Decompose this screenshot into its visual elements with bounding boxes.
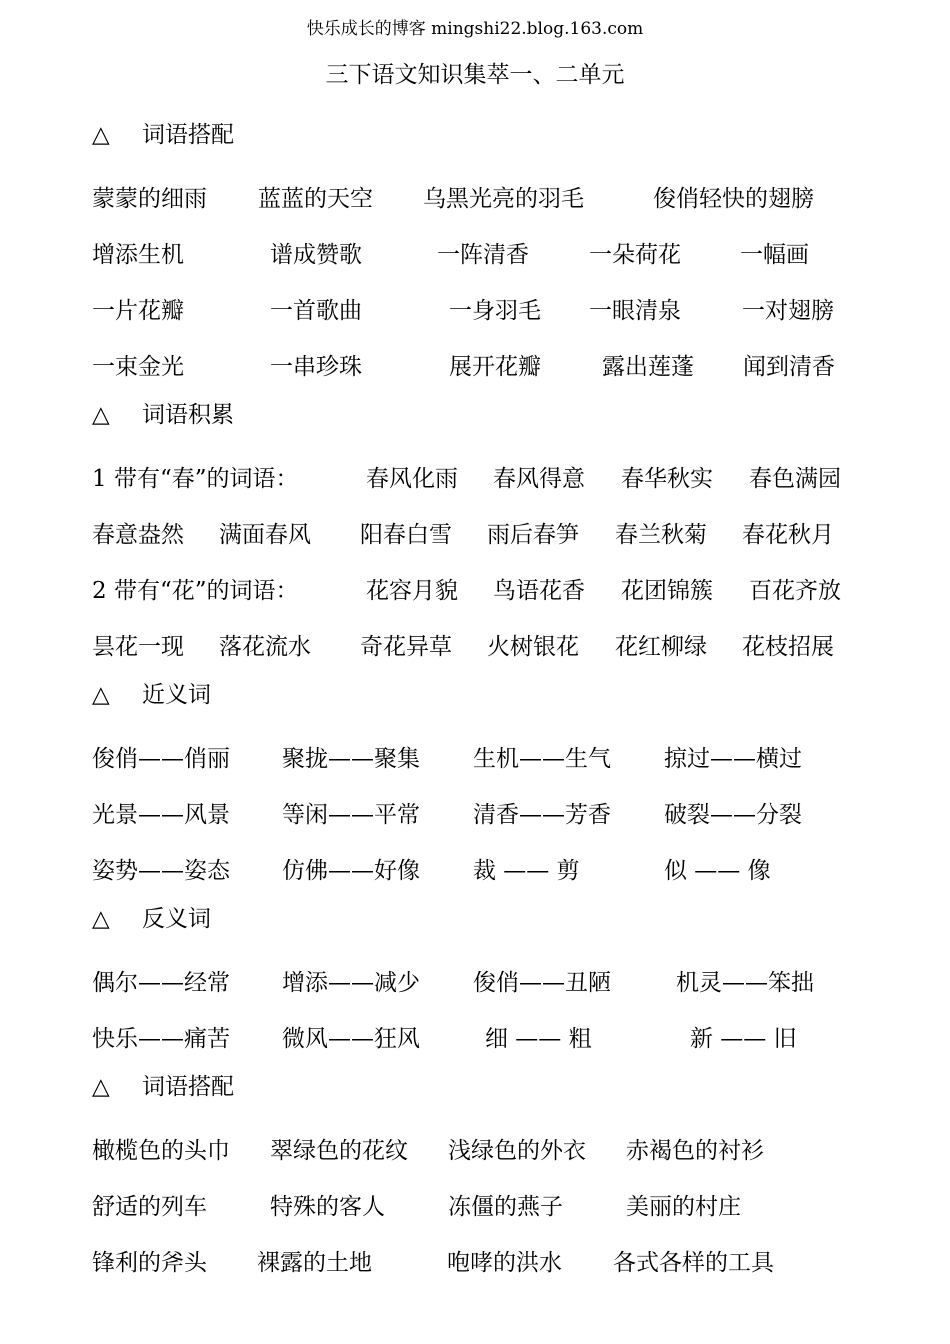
- word-item: 增添生机: [92, 242, 184, 268]
- word-row: [92, 1011, 892, 1067]
- word-pair: 俊俏——俏丽: [92, 746, 230, 772]
- word-item: 春风化雨: [366, 466, 458, 492]
- word-row: [92, 283, 892, 339]
- section-heading-synonyms: [92, 675, 892, 731]
- word-item: 鸟语花香: [493, 578, 585, 604]
- word-item: 春花秋月: [742, 522, 834, 548]
- word-pair: 生机——生气: [473, 746, 611, 772]
- word-pair: 俊俏——丑陋: [473, 970, 611, 996]
- word-item: 橄榄色的头巾: [92, 1138, 230, 1164]
- word-item: 雨后春笋: [487, 522, 579, 548]
- document-body: [92, 115, 892, 1291]
- word-item: 一首歌曲: [270, 298, 362, 324]
- word-item: 满面春风: [219, 522, 311, 548]
- word-row: [92, 843, 892, 899]
- word-item: 春华秋实: [621, 466, 713, 492]
- word-item: 一串珍珠: [270, 354, 362, 380]
- word-item: 昙花一现: [92, 634, 184, 660]
- word-item: 浅绿色的外衣: [448, 1138, 586, 1164]
- triangle-marker-icon: △: [92, 122, 110, 148]
- word-item: 落花流水: [219, 634, 311, 660]
- word-pair: 姿势——姿态: [92, 858, 230, 884]
- word-row: [92, 507, 892, 563]
- section-heading-collocation-2: [92, 1067, 892, 1123]
- word-row: [92, 955, 892, 1011]
- category-label: 1 带有“春”的词语：: [92, 466, 299, 492]
- word-row: [92, 563, 892, 619]
- word-item: 春风得意: [493, 466, 585, 492]
- word-item: 奇花异草: [360, 634, 452, 660]
- word-item: 露出莲蓬: [602, 354, 694, 380]
- word-pair: 微风——狂风: [282, 1026, 420, 1052]
- word-item: 赤褐色的衬衫: [626, 1138, 764, 1164]
- word-pair: 似 —— 像: [664, 858, 771, 884]
- triangle-marker-icon: △: [92, 906, 110, 932]
- word-row: [92, 619, 892, 675]
- word-pair: 新 —— 旧: [690, 1026, 797, 1052]
- word-item: 火树银花: [487, 634, 579, 660]
- section-heading-text: 词语搭配: [142, 1074, 234, 1100]
- word-pair: 裁 —— 剪: [473, 858, 580, 884]
- section-heading-antonyms: [92, 899, 892, 955]
- word-item: 一阵清香: [437, 242, 529, 268]
- word-pair: 光景——风景: [92, 802, 230, 828]
- triangle-marker-icon: △: [92, 682, 110, 708]
- section-heading-text: 词语搭配: [142, 122, 234, 148]
- word-item: 一片花瓣: [92, 298, 184, 324]
- word-row: [92, 787, 892, 843]
- word-pair: 破裂——分裂: [664, 802, 802, 828]
- word-item: 春兰秋菊: [615, 522, 707, 548]
- word-row: [92, 451, 892, 507]
- blog-header: 快乐成长的博客 mingshi22.blog.163.com: [306, 19, 644, 39]
- word-row: [92, 1235, 892, 1291]
- word-item: 蓝蓝的天空: [258, 186, 373, 212]
- word-item: 特殊的客人: [270, 1194, 385, 1220]
- word-pair: 聚拢——聚集: [282, 746, 420, 772]
- word-item: 花红柳绿: [615, 634, 707, 660]
- section-heading-text: 反义词: [142, 906, 211, 932]
- word-row: [92, 1123, 892, 1179]
- word-item: 裸露的土地: [257, 1250, 372, 1276]
- word-item: 阳春白雪: [360, 522, 452, 548]
- word-item: 一眼清泉: [589, 298, 681, 324]
- triangle-marker-icon: △: [92, 402, 110, 428]
- word-pair: 等闲——平常: [282, 802, 420, 828]
- section-heading-text: 词语积累: [142, 402, 234, 428]
- word-item: 花团锦簇: [621, 578, 713, 604]
- word-item: 春意盎然: [92, 522, 184, 548]
- word-item: 一幅画: [740, 242, 809, 268]
- word-row: [92, 731, 892, 787]
- word-item: 锋利的斧头: [92, 1250, 207, 1276]
- word-pair: 快乐——痛苦: [92, 1026, 230, 1052]
- word-item: 闻到清香: [743, 354, 835, 380]
- word-item: 一身羽毛: [449, 298, 541, 324]
- page-title: 三下语文知识集萃一、二单元: [325, 62, 625, 88]
- word-pair: 仿佛——好像: [282, 858, 420, 884]
- word-item: 俊俏轻快的翅膀: [653, 186, 814, 212]
- word-item: 各式各样的工具: [613, 1250, 774, 1276]
- word-row: [92, 227, 892, 283]
- word-pair: 偶尔——经常: [92, 970, 230, 996]
- section-heading-collocation: [92, 115, 892, 171]
- section-heading-text: 近义词: [142, 682, 211, 708]
- word-item: 展开花瓣: [449, 354, 541, 380]
- word-row: [92, 1179, 892, 1235]
- word-pair: 掠过——横过: [664, 746, 802, 772]
- word-row: [92, 339, 892, 395]
- word-item: 咆哮的洪水: [447, 1250, 562, 1276]
- word-item: 舒适的列车: [92, 1194, 207, 1220]
- word-item: 翠绿色的花纹: [270, 1138, 408, 1164]
- triangle-marker-icon: △: [92, 1074, 110, 1100]
- word-pair: 清香——芳香: [473, 802, 611, 828]
- word-item: 冻僵的燕子: [448, 1194, 563, 1220]
- section-heading-accumulation: [92, 395, 892, 451]
- word-item: 美丽的村庄: [626, 1194, 741, 1220]
- word-item: 一朵荷花: [589, 242, 681, 268]
- word-item: 春色满园: [749, 466, 841, 492]
- word-item: 一对翅膀: [742, 298, 834, 324]
- category-label: 2 带有“花”的词语：: [92, 578, 299, 604]
- word-pair: 细 —— 粗: [485, 1026, 592, 1052]
- word-pair: 增添——减少: [282, 970, 420, 996]
- word-item: 蒙蒙的细雨: [92, 186, 207, 212]
- word-item: 一束金光: [92, 354, 184, 380]
- word-row: [92, 171, 892, 227]
- word-item: 花容月貌: [366, 578, 458, 604]
- word-item: 谱成赞歌: [270, 242, 362, 268]
- word-item: 花枝招展: [742, 634, 834, 660]
- word-pair: 机灵——笨拙: [676, 970, 814, 996]
- word-item: 百花齐放: [749, 578, 841, 604]
- word-item: 乌黑光亮的羽毛: [423, 186, 584, 212]
